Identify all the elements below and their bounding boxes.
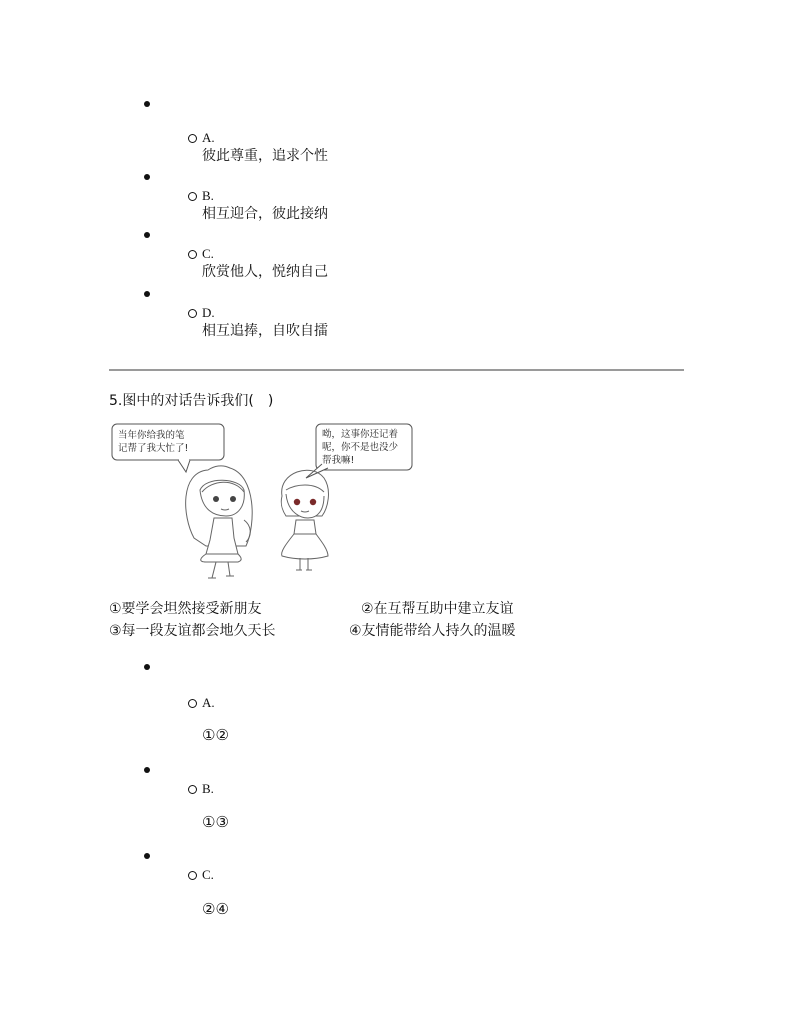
bullet-icon <box>144 232 150 238</box>
option-text[interactable]: 相互迎合，彼此接纳 <box>202 206 328 222</box>
option-letter: A. <box>202 130 215 145</box>
bubble-left-line2: 记帮了我大忙了! <box>118 443 189 454</box>
option-letter: D. <box>202 305 215 320</box>
option-letter: B. <box>202 781 214 796</box>
question-title: 5.图中的对话告诉我们( ) <box>109 393 274 409</box>
statement-1: ①要学会坦然接受新朋友 <box>109 601 262 617</box>
radio-circle-icon[interactable] <box>188 134 197 143</box>
option-letter: A. <box>202 695 215 710</box>
radio-circle-icon[interactable] <box>188 309 197 318</box>
option-text[interactable]: 彼此尊重，追求个性 <box>202 148 328 164</box>
bullet-icon <box>144 101 150 107</box>
option-text[interactable]: ①③ <box>202 813 229 831</box>
statement-3: ③每一段友谊都会地久天长 <box>109 623 276 639</box>
bubble-right-line3: 帮我嘛! <box>322 455 355 466</box>
statement-2: ②在互帮互助中建立友谊 <box>361 601 514 617</box>
radio-circle-icon[interactable] <box>188 192 197 201</box>
bubble-left-line1: 当年你给我的笔 <box>118 430 185 441</box>
divider <box>109 369 684 371</box>
option-text[interactable]: ①② <box>202 726 229 744</box>
bullet-icon <box>144 853 150 859</box>
statement-4: ④友情能带给人持久的温暖 <box>349 623 516 639</box>
girl-right-figure <box>281 470 328 570</box>
bullet-icon <box>144 767 150 773</box>
bubble-right-line2: 呢，你不是也没少 <box>322 442 399 453</box>
illustration <box>110 420 420 585</box>
speech-bubble-left <box>112 424 224 472</box>
radio-circle-icon[interactable] <box>188 250 197 259</box>
speech-bubble-right <box>306 424 412 478</box>
option-letter: C. <box>202 246 214 261</box>
option-text[interactable]: ②④ <box>202 900 229 918</box>
option-text[interactable]: 欣赏他人，悦纳自己 <box>202 264 328 280</box>
girl-left-figure <box>186 466 253 578</box>
radio-circle-icon[interactable] <box>188 699 197 708</box>
radio-circle-icon[interactable] <box>188 785 197 794</box>
bullet-icon <box>144 174 150 180</box>
option-text[interactable]: 相互追捧，自吹自擂 <box>202 323 328 339</box>
bubble-right-line1: 呦，这事你还记着 <box>322 429 399 440</box>
bullet-icon <box>144 291 150 297</box>
option-letter: C. <box>202 867 214 882</box>
bullet-icon <box>144 664 150 670</box>
radio-circle-icon[interactable] <box>188 871 197 880</box>
option-letter: B. <box>202 188 214 203</box>
